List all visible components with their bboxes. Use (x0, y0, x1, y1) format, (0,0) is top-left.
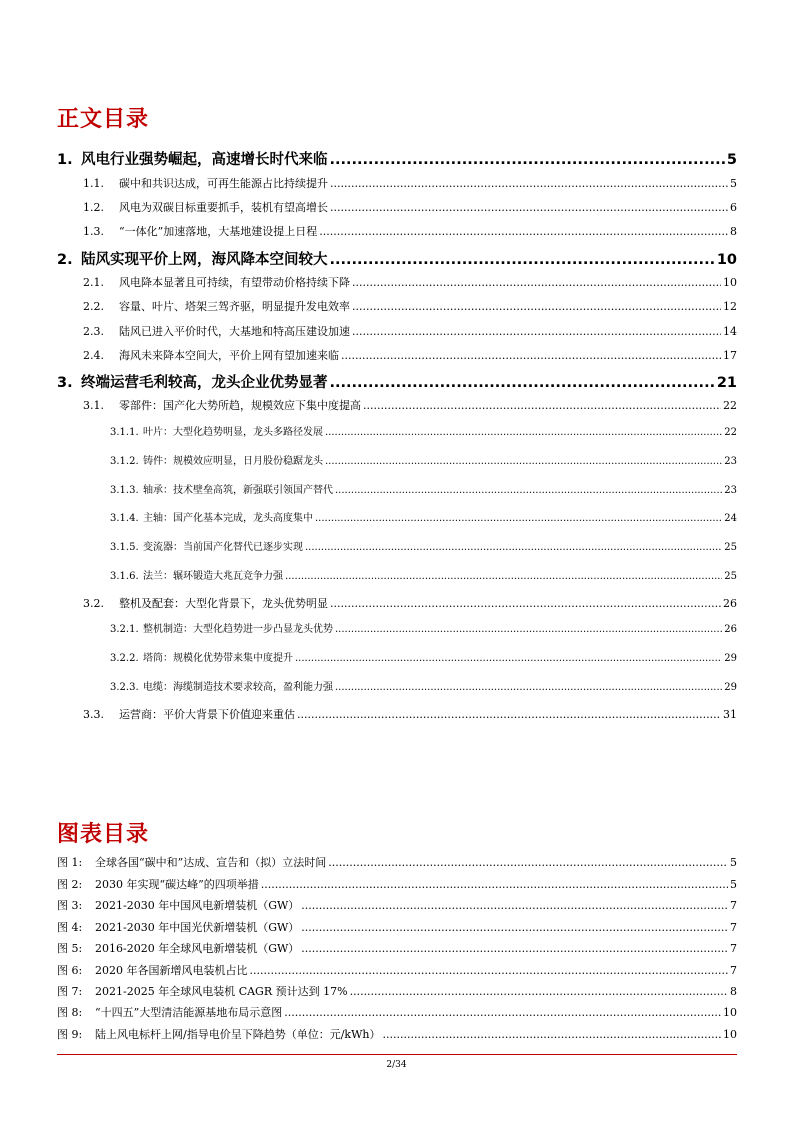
toc-entry-page: 21 (716, 375, 737, 391)
toc-entry-title: 电缆：海缆制造技术要求较高，盈利能力强 (143, 682, 333, 693)
toc-entry-number: 2. (57, 252, 73, 268)
page-indicator: 2/34 (386, 1060, 407, 1070)
toc-entry[interactable] (110, 509, 737, 524)
toc-entry-title: 整机及配套：大型化背景下，龙头优势明显 (119, 597, 328, 610)
toc-entry-number: 2.3. (83, 325, 104, 338)
figure-entry[interactable] (57, 940, 737, 956)
toc-entry-title: 容量、叶片、塔架三驾齐驱，明显提升发电效率 (119, 300, 350, 313)
figure-entry-number: 图 4: (57, 921, 83, 934)
figure-entry-title: 2021-2030 年中国风电新增装机（GW） (95, 899, 300, 912)
toc-entry-page: 22 (724, 427, 737, 438)
dot-leader (325, 427, 722, 438)
toc-entry-page: 10 (716, 252, 737, 268)
toc-entry-page: 26 (724, 624, 737, 635)
toc-entry-page: 29 (724, 682, 737, 693)
dot-leader (352, 276, 721, 289)
figure-entry-page: 10 (723, 1028, 737, 1041)
toc-entry[interactable] (110, 649, 737, 664)
toc-entry-title: 整机制造：大型化趋势进一步凸显龙头优势 (143, 624, 333, 635)
toc-entry-number: 1. (57, 152, 73, 168)
dot-leader (261, 878, 728, 891)
toc-entry-number: 1.3. (83, 225, 104, 238)
dot-leader (301, 921, 728, 934)
dot-leader (315, 513, 722, 524)
dot-leader (305, 542, 722, 553)
dot-leader (325, 456, 722, 467)
toc-entry-page: 17 (723, 349, 737, 362)
figure-entry-number: 图 1: (57, 856, 83, 869)
figure-entry-page: 7 (730, 942, 737, 955)
toc-entry-number: 3.1.5. (110, 542, 139, 553)
dot-leader (341, 349, 721, 362)
toc-entry-title: 法兰：辗环锻造大兆瓦竞争力强 (143, 571, 283, 582)
figure-entry[interactable] (57, 983, 737, 999)
toc-entry-title: 叶片：大型化趋势明显，龙头多路径发展 (143, 427, 323, 438)
figure-entry-number: 图 7: (57, 985, 83, 998)
dot-leader (285, 571, 722, 582)
toc-entry[interactable] (83, 298, 737, 314)
toc-entry-number: 3.1.4. (110, 513, 139, 524)
toc-entry[interactable] (83, 397, 737, 413)
toc-entry-number: 1.2. (83, 201, 104, 214)
dot-leader (330, 177, 728, 190)
dot-leader (301, 942, 728, 955)
figure-entry-number: 图 8: (57, 1006, 83, 1019)
figure-entry-page: 10 (723, 1006, 737, 1019)
figure-list-heading: 图表目录 (57, 822, 150, 847)
toc-entry[interactable] (57, 371, 737, 392)
dot-leader (250, 964, 729, 977)
dot-leader (330, 252, 715, 268)
toc-entry-page: 12 (723, 300, 737, 313)
toc-entry-title: 变流器：当前国产化替代已逐步实现 (143, 542, 303, 553)
toc-entry-number: 2.1. (83, 276, 104, 289)
toc-entry[interactable] (83, 595, 737, 611)
toc-entry-title: 轴承：技术壁垒高筑，新强联引领国产替代 (143, 485, 333, 496)
toc-entry-page: 23 (724, 485, 737, 496)
toc-entry-page: 6 (730, 201, 737, 214)
figure-entry-number: 图 3: (57, 899, 83, 912)
figure-entry-number: 图 6: (57, 964, 83, 977)
toc-entry-number: 3.1.3. (110, 485, 139, 496)
figure-entry-title: 2021-2030 年中国光伏新增装机（GW） (95, 921, 300, 934)
toc-entry-page: 25 (724, 542, 737, 553)
dot-leader (335, 624, 722, 635)
figure-entry-page: 8 (730, 985, 737, 998)
dot-leader (319, 225, 728, 238)
toc-entry-page: 23 (724, 456, 737, 467)
figure-entry-title: 2030 年实现“碳达峰”的四项举措 (95, 878, 259, 891)
toc-entry-number: 3.2.3. (110, 682, 139, 693)
toc-entry-title: 零部件：国产化大势所趋，规模效应下集中度提高 (119, 399, 361, 412)
dot-leader (301, 899, 728, 912)
toc-entry[interactable] (110, 678, 737, 693)
figure-entry-page: 5 (730, 878, 737, 891)
footer-divider (57, 1054, 737, 1055)
toc-entry-title: 陆风已进入平价时代，大基地和特高压建设加速 (119, 325, 350, 338)
toc-entry-title: 塔筒：规模化优势带来集中度提升 (143, 653, 293, 664)
toc-entry-title: 终端运营毛利较高，龙头企业优势显著 (81, 375, 328, 391)
dot-leader (335, 682, 722, 693)
toc-entry[interactable] (83, 223, 737, 239)
toc-entry-number: 3.1.6. (110, 571, 139, 582)
toc-entry-title: 铸件：规模效应明显，日月股份稳踞龙头 (143, 456, 323, 467)
toc-entry-number: 3.1.1. (110, 427, 139, 438)
toc-entry[interactable] (110, 538, 737, 553)
toc-entry-title: 风电为双碳目标重要抓手，装机有望高增长 (119, 201, 328, 214)
toc-entry[interactable] (110, 620, 737, 635)
figure-entry-page: 5 (730, 856, 737, 869)
toc-entry[interactable] (110, 423, 737, 438)
toc-entry[interactable] (83, 347, 737, 363)
dot-leader (328, 856, 728, 869)
figure-entry[interactable] (57, 897, 737, 913)
toc-entry-page: 22 (723, 399, 737, 412)
dot-leader (330, 201, 728, 214)
toc-entry[interactable] (110, 452, 737, 467)
toc-entry-title: 陆风实现平价上网，海风降本空间较大 (81, 252, 328, 268)
toc-entry-number: 3.2.2. (110, 653, 139, 664)
toc-entry-page: 8 (730, 225, 737, 238)
toc-entry-page: 31 (723, 708, 737, 721)
toc-entry-title: 风电降本显著且可持续，有望带动价格持续下降 (119, 276, 350, 289)
figure-entry-title: “十四五”大型清洁能源基地布局示意图 (95, 1006, 283, 1019)
toc-entry-number: 3.1. (83, 399, 104, 412)
dot-leader (330, 375, 715, 391)
figure-entry[interactable] (57, 854, 737, 870)
toc-entry-title: 主轴：国产化基本完成，龙头高度集中 (143, 513, 313, 524)
figure-entry[interactable] (57, 1026, 737, 1042)
figure-entry-page: 7 (730, 921, 737, 934)
dot-leader (297, 708, 721, 721)
figure-entry-title: 陆上风电标杆上网/指导电价呈下降趋势（单位：元/kWh） (95, 1028, 381, 1041)
figure-entry-page: 7 (730, 899, 737, 912)
dot-leader (350, 985, 728, 998)
toc-entry-title: 海风未来降本空间大，平价上网有望加速来临 (119, 349, 339, 362)
toc-entry-page: 24 (724, 513, 737, 524)
toc-entry[interactable] (57, 248, 737, 269)
toc-entry[interactable] (57, 148, 737, 169)
toc-entry-title: 风电行业强势崛起，高速增长时代来临 (81, 152, 328, 168)
toc-entry[interactable] (83, 274, 737, 290)
toc-entry[interactable] (83, 175, 737, 191)
dot-leader (330, 597, 721, 610)
toc-entry-number: 2.2. (83, 300, 104, 313)
toc-entry-page: 25 (724, 571, 737, 582)
toc-entry-page: 29 (724, 653, 737, 664)
toc-entry-title: 运营商：平价大背景下价值迎来重估 (119, 708, 295, 721)
dot-leader (382, 1028, 721, 1041)
dot-leader (284, 1006, 721, 1019)
toc-entry-number: 3.2. (83, 597, 104, 610)
figure-entry-title: 2020 年各国新增风电装机占比 (95, 964, 248, 977)
toc-entry-number: 3.3. (83, 708, 104, 721)
dot-leader (352, 325, 721, 338)
toc-entry-page: 14 (723, 325, 737, 338)
figure-entry[interactable] (57, 1004, 737, 1020)
dot-leader (363, 399, 721, 412)
figure-entry[interactable] (57, 962, 737, 978)
figure-entry[interactable] (57, 876, 737, 892)
figure-entry-number: 图 9: (57, 1028, 83, 1041)
toc-entry[interactable] (110, 567, 737, 582)
dot-leader (352, 300, 721, 313)
dot-leader (330, 152, 725, 168)
toc-entry-number: 3.1.2. (110, 456, 139, 467)
toc-entry[interactable] (83, 199, 737, 215)
toc-entry-page: 26 (723, 597, 737, 610)
toc-entry-title: 碳中和共识达成，可再生能源占比持续提升 (119, 177, 328, 190)
figure-entry-number: 图 2: (57, 878, 83, 891)
toc-entry[interactable] (83, 323, 737, 339)
toc-entry-title: “一体化”加速落地，大基地建设提上日程 (119, 225, 318, 238)
toc-entry[interactable] (83, 706, 737, 722)
dot-leader (335, 485, 722, 496)
toc-entry-number: 2.4. (83, 349, 104, 362)
figure-entry-page: 7 (730, 964, 737, 977)
toc-entry-page: 5 (726, 152, 737, 168)
figure-entry-number: 图 5: (57, 942, 83, 955)
figure-entry[interactable] (57, 919, 737, 935)
toc-entry[interactable] (110, 481, 737, 496)
dot-leader (295, 653, 722, 664)
toc-entry-number: 3. (57, 375, 73, 391)
toc-entry-number: 1.1. (83, 177, 104, 190)
figure-entry-title: 全球各国“碳中和”达成、宣告和（拟）立法时间 (95, 856, 327, 869)
toc-entry-page: 10 (723, 276, 737, 289)
toc-heading: 正文目录 (57, 107, 150, 132)
figure-entry-title: 2021-2025 年全球风电装机 CAGR 预计达到 17% (95, 985, 348, 998)
toc-entry-number: 3.2.1. (110, 624, 139, 635)
figure-entry-title: 2016-2020 年全球风电新增装机（GW） (95, 942, 300, 955)
toc-entry-page: 5 (730, 177, 737, 190)
